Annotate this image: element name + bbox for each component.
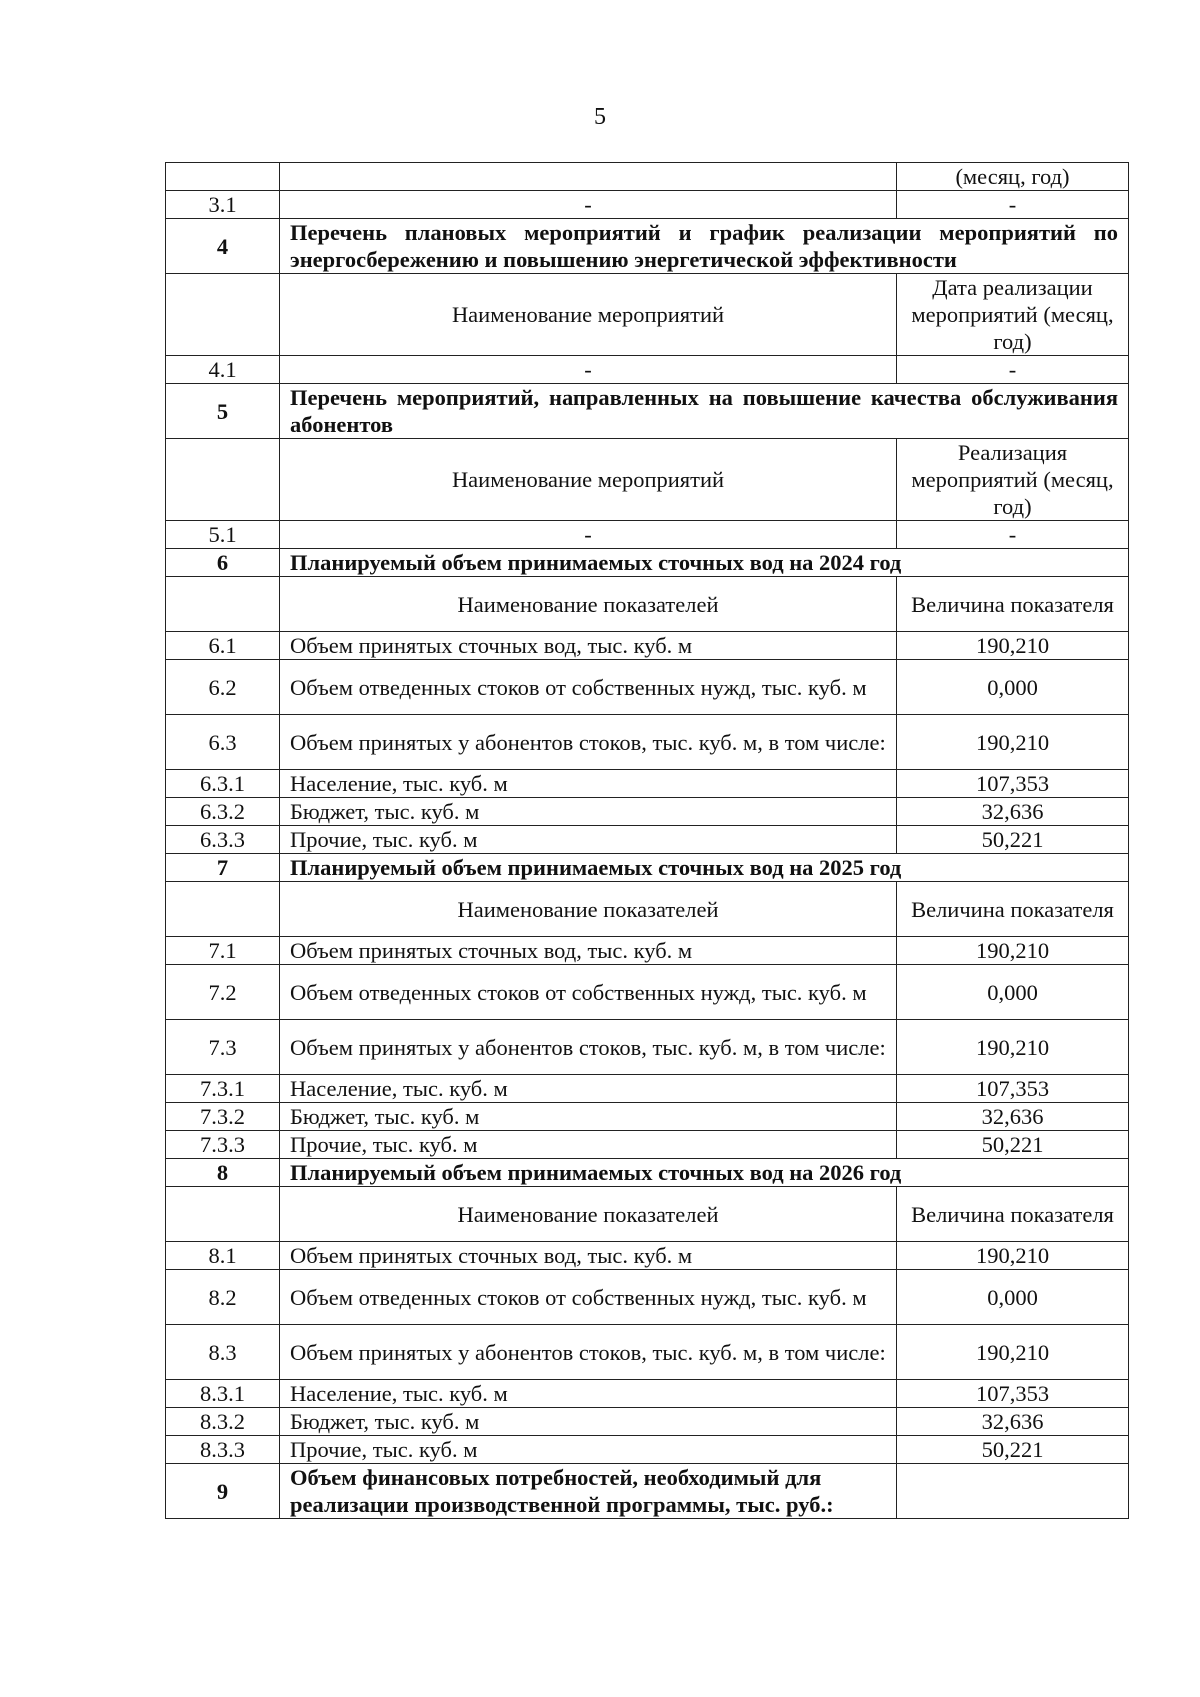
table-row (166, 1103, 1129, 1131)
row-number (166, 882, 280, 937)
row-number: 7.3.3 (166, 1131, 280, 1159)
row-value: 190,210 (897, 1325, 1129, 1380)
column-header-row (166, 577, 1129, 632)
row-name: Объем принятых сточных вод, тыс. куб. м (280, 632, 897, 660)
table-row (166, 1020, 1129, 1075)
row-value: 50,221 (897, 826, 1129, 854)
row-name: Объем принятых сточных вод, тыс. куб. м (280, 937, 897, 965)
section-row (166, 1159, 1129, 1187)
row-value: - (897, 356, 1129, 384)
column-header-name: Наименование показателей (280, 882, 897, 937)
section-title: Перечень мероприятий, направленных на повышение качества обслуживания абонентов (280, 384, 1129, 439)
section-title: Объем финансовых потребностей, необходимый для реализации производственной программы, тыс. руб.: (280, 1464, 897, 1519)
table-row (166, 826, 1129, 854)
column-header-value: Дата реализации мероприятий (месяц, год) (897, 274, 1129, 356)
row-name: Бюджет, тыс. куб. м (280, 1103, 897, 1131)
row-name: Бюджет, тыс. куб. м (280, 798, 897, 826)
column-header-name: Наименование показателей (280, 577, 897, 632)
row-number: 6.3.3 (166, 826, 280, 854)
row-value: 190,210 (897, 715, 1129, 770)
row-name: Объем отведенных стоков от собственных нужд, тыс. куб. м (280, 965, 897, 1020)
table-row (166, 632, 1129, 660)
row-value: 190,210 (897, 937, 1129, 965)
table-row (166, 937, 1129, 965)
row-name: Объем отведенных стоков от собственных нужд, тыс. куб. м (280, 660, 897, 715)
column-header-row (166, 274, 1129, 356)
row-name: Объем принятых сточных вод, тыс. куб. м (280, 1242, 897, 1270)
row-name: Прочие, тыс. куб. м (280, 1436, 897, 1464)
row-number: 6.3.1 (166, 770, 280, 798)
row-value: 190,210 (897, 632, 1129, 660)
row-number: 5.1 (166, 521, 280, 549)
section-row (166, 854, 1129, 882)
table-row (166, 1325, 1129, 1380)
row-name: Объем отведенных стоков от собственных нужд, тыс. куб. м (280, 1270, 897, 1325)
column-header-row (166, 882, 1129, 937)
row-number: 7.2 (166, 965, 280, 1020)
row-number: 6.3.2 (166, 798, 280, 826)
table-row (166, 715, 1129, 770)
row-name: Население, тыс. куб. м (280, 1075, 897, 1103)
column-header-value: Величина показателя (897, 882, 1129, 937)
section-number: 8 (166, 1159, 280, 1187)
column-header-name: Наименование мероприятий (280, 439, 897, 521)
row-name (280, 163, 897, 191)
table-row (166, 356, 1129, 384)
row-value: - (897, 191, 1129, 219)
table-row (166, 1075, 1129, 1103)
row-name: Население, тыс. куб. м (280, 770, 897, 798)
row-value: 50,221 (897, 1131, 1129, 1159)
table-row (166, 521, 1129, 549)
table-row (166, 1464, 1129, 1519)
section-number: 9 (166, 1464, 280, 1519)
row-number: 7.1 (166, 937, 280, 965)
row-value: 0,000 (897, 965, 1129, 1020)
table-row (166, 770, 1129, 798)
page-number: 5 (594, 104, 606, 130)
column-header-value: Величина показателя (897, 577, 1129, 632)
row-number (166, 1187, 280, 1242)
row-name: Объем принятых у абонентов стоков, тыс. куб. м, в том числе: (280, 715, 897, 770)
column-header-name: Наименование показателей (280, 1187, 897, 1242)
section-title: Планируемый объем принимаемых сточных вод на 2024 год (280, 549, 1129, 577)
row-number: 3.1 (166, 191, 280, 219)
row-value: 32,636 (897, 1408, 1129, 1436)
row-value: 32,636 (897, 798, 1129, 826)
row-value: 0,000 (897, 660, 1129, 715)
row-number (166, 274, 280, 356)
table-row (166, 1242, 1129, 1270)
row-number: 7.3 (166, 1020, 280, 1075)
row-value: 0,000 (897, 1270, 1129, 1325)
row-name: - (280, 191, 897, 219)
row-number: 7.3.2 (166, 1103, 280, 1131)
table-row (166, 1131, 1129, 1159)
row-value: 50,221 (897, 1436, 1129, 1464)
table-row (166, 1380, 1129, 1408)
row-number (166, 577, 280, 632)
row-value: 107,353 (897, 1380, 1129, 1408)
row-value: 107,353 (897, 770, 1129, 798)
row-name: Прочие, тыс. куб. м (280, 1131, 897, 1159)
table-row (166, 1270, 1129, 1325)
column-header-row (166, 1187, 1129, 1242)
row-number (166, 439, 280, 521)
row-value: 190,210 (897, 1020, 1129, 1075)
column-header-value: Реализация мероприятий (месяц, год) (897, 439, 1129, 521)
section-title: Планируемый объем принимаемых сточных вод на 2026 год (280, 1159, 1129, 1187)
row-number: 6.2 (166, 660, 280, 715)
row-value: (месяц, год) (897, 163, 1129, 191)
section-title: Планируемый объем принимаемых сточных вод на 2025 год (280, 854, 1129, 882)
row-name: Объем принятых у абонентов стоков, тыс. куб. м, в том числе: (280, 1020, 897, 1075)
row-name: Прочие, тыс. куб. м (280, 826, 897, 854)
row-name: - (280, 521, 897, 549)
row-name: - (280, 356, 897, 384)
table-row (166, 163, 1129, 191)
column-header-value: Величина показателя (897, 1187, 1129, 1242)
section-number: 4 (166, 219, 280, 274)
row-name: Бюджет, тыс. куб. м (280, 1408, 897, 1436)
row-number: 8.3.1 (166, 1380, 280, 1408)
section-row (166, 549, 1129, 577)
row-number: 6.1 (166, 632, 280, 660)
table-row (166, 1408, 1129, 1436)
table-row (166, 798, 1129, 826)
row-number: 8.2 (166, 1270, 280, 1325)
row-number (166, 163, 280, 191)
row-number: 8.3.2 (166, 1408, 280, 1436)
column-header-name: Наименование мероприятий (280, 274, 897, 356)
row-value: 107,353 (897, 1075, 1129, 1103)
row-number: 8.3 (166, 1325, 280, 1380)
section-title: Перечень плановых мероприятий и график реализации мероприятий по энергосбережению и повышению энергетической эффективности (280, 219, 1129, 274)
row-number: 6.3 (166, 715, 280, 770)
row-value (897, 1464, 1129, 1519)
table-row (166, 965, 1129, 1020)
row-number: 4.1 (166, 356, 280, 384)
section-number: 6 (166, 549, 280, 577)
row-number: 8.1 (166, 1242, 280, 1270)
program-table (165, 162, 1129, 1519)
table-row (166, 191, 1129, 219)
row-number: 7.3.1 (166, 1075, 280, 1103)
section-row (166, 219, 1129, 274)
table-row (166, 660, 1129, 715)
row-name: Объем принятых у абонентов стоков, тыс. куб. м, в том числе: (280, 1325, 897, 1380)
row-number: 8.3.3 (166, 1436, 280, 1464)
row-value: 32,636 (897, 1103, 1129, 1131)
section-number: 7 (166, 854, 280, 882)
program-table-body (166, 163, 1129, 1519)
table-row (166, 1436, 1129, 1464)
section-row (166, 384, 1129, 439)
section-number: 5 (166, 384, 280, 439)
column-header-row (166, 439, 1129, 521)
row-value: - (897, 521, 1129, 549)
row-name: Население, тыс. куб. м (280, 1380, 897, 1408)
row-value: 190,210 (897, 1242, 1129, 1270)
